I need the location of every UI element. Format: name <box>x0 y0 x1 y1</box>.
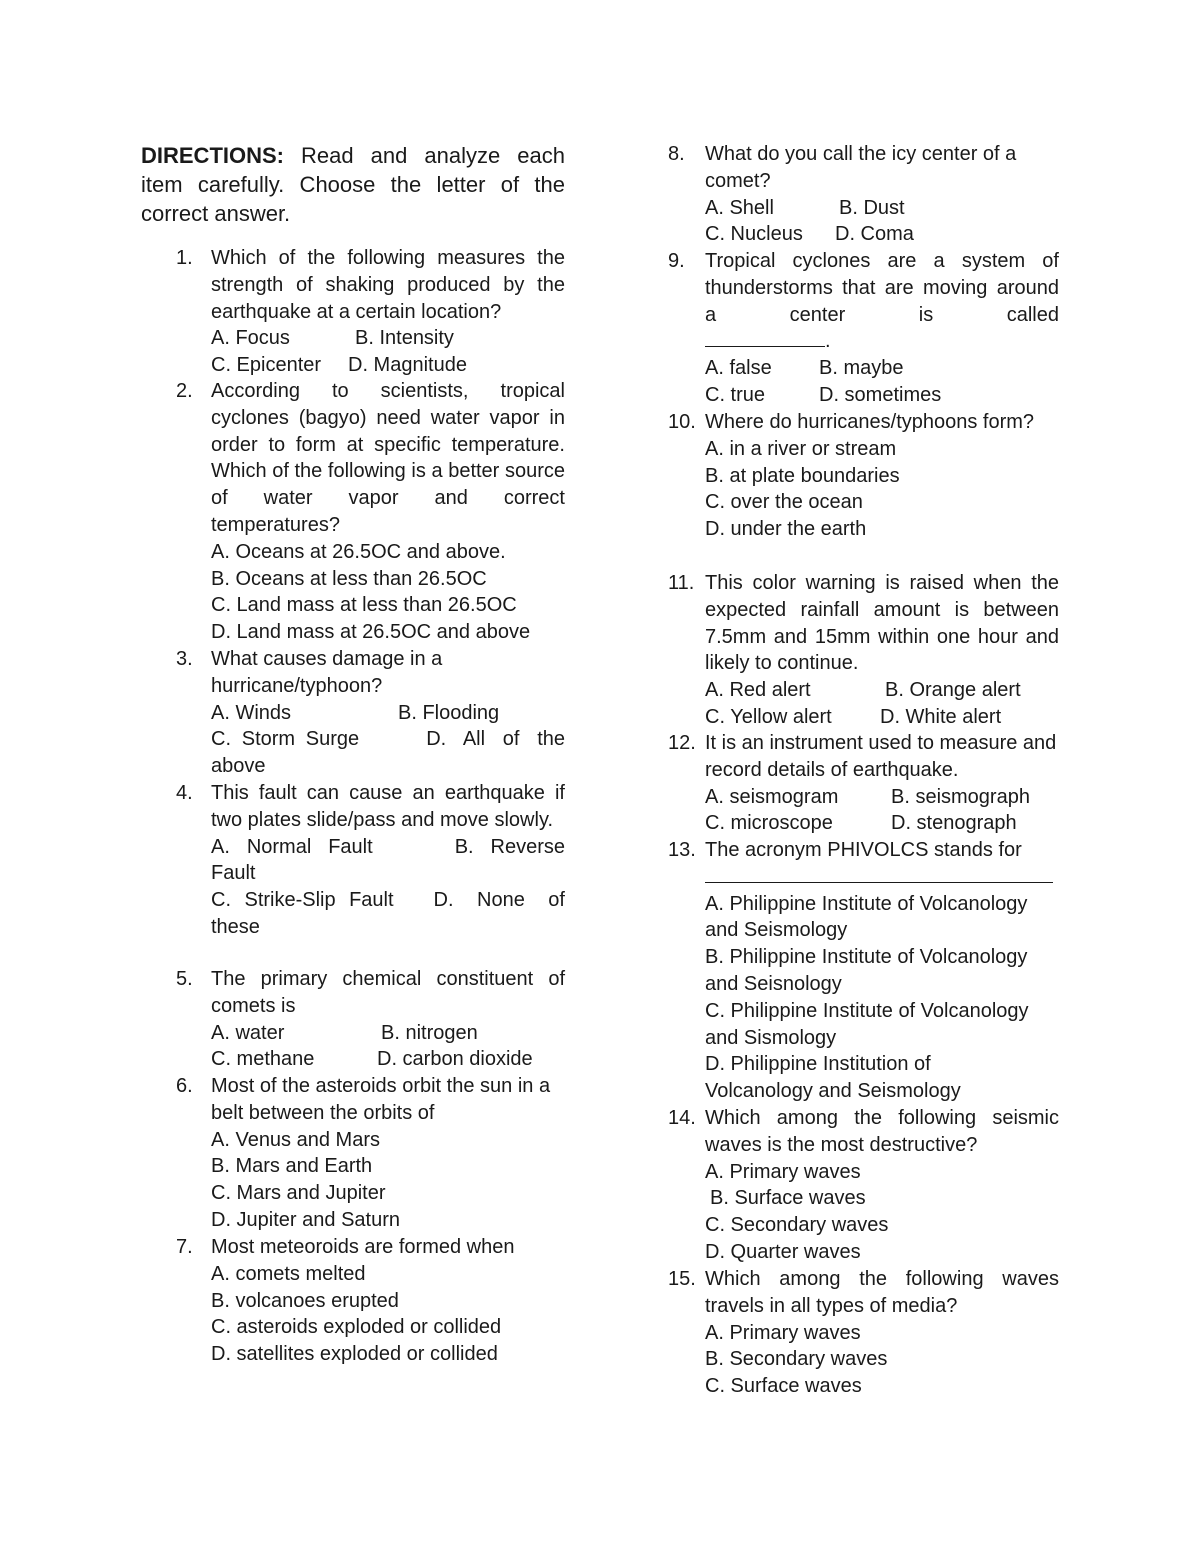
question-number: 4. <box>176 782 193 804</box>
choice-d: D. satellites exploded or collided <box>211 1343 498 1366</box>
question-number: 7. <box>176 1236 193 1258</box>
question-14 <box>668 1105 1059 1266</box>
question-8 <box>668 141 1059 248</box>
answer-blank <box>705 864 1059 891</box>
choice-d: D. sometimes <box>819 383 942 406</box>
question-2 <box>141 378 565 646</box>
question-11 <box>668 570 1059 731</box>
choice-a: A. comets melted <box>211 1262 366 1285</box>
choice-d: D. Magnitude <box>348 354 467 377</box>
choice-a: A. seismogram <box>705 785 839 808</box>
question-number: 5. <box>176 968 193 990</box>
choice-c: C. asteroids exploded or collided <box>211 1316 502 1339</box>
choice-a: A. Winds <box>211 701 292 724</box>
choice-b: B. Oceans at less than 26.5OC <box>211 567 487 590</box>
choice-c: C. true <box>705 383 766 406</box>
choice-c: C. over the ocean <box>705 491 863 514</box>
choice-d: D. carbon dioxide <box>377 1048 533 1071</box>
choice-d: D. Jupiter and Saturn <box>211 1208 400 1231</box>
choice-a: A. in a river or stream <box>705 437 897 460</box>
question-1 <box>141 245 565 379</box>
choice-a: A. water <box>211 1021 285 1044</box>
question-stem: The primary chemical constituent of comets is <box>211 968 565 1017</box>
choice-d: D. Coma <box>835 223 914 246</box>
question-number: 9. <box>668 250 685 272</box>
choice-a: A. Normal Fault <box>211 835 373 858</box>
question-stem: Which among the following seismic waves is the most destructive? <box>705 1107 1059 1156</box>
choice-a: A. false <box>705 357 772 380</box>
question-stem: Which of the following measures the strength of shaking produced by the earthquake at a certain location? <box>211 247 565 323</box>
directions-label: DIRECTIONS: <box>141 143 284 168</box>
question-stem: What do you call the icy center of a comet? <box>705 143 1017 192</box>
question-15 <box>668 1266 1059 1400</box>
choice-b: B. Mars and Earth <box>211 1155 373 1178</box>
choice-c: C. Nucleus <box>705 223 803 246</box>
choice-a: A. Venus and Mars <box>211 1128 380 1151</box>
choice-a: A. Primary waves <box>705 1321 861 1344</box>
question-stem: Most meteoroids are formed when <box>211 1236 515 1258</box>
choice-d: D. None of these <box>211 889 565 938</box>
choice-a: A. Red alert <box>705 679 811 702</box>
choice-c: C. Strike-Slip Fault <box>211 889 394 912</box>
choice-b: B. maybe <box>819 357 904 380</box>
choice-d: D. Land mass at 26.5OC and above <box>211 621 531 644</box>
question-stem: Where do hurricanes/typhoons form? <box>705 411 1035 433</box>
choice-c: C. Storm Surge <box>211 728 360 751</box>
question-stem: Tropical cyclones are a system of thunderstorms that are moving around a center is called <box>705 250 1059 326</box>
question-stem: This color warning is raised when the expected rainfall amount is between 7.5mm and 15mm within one hour and likely to continue. <box>705 572 1059 675</box>
choice-c: C. Mars and Jupiter <box>211 1182 386 1205</box>
choice-b: B. at plate boundaries <box>705 464 900 487</box>
choice-b: B. Reverse Fault <box>211 835 565 885</box>
choice-d: D. stenograph <box>891 812 1017 835</box>
question-number: 11. <box>668 572 695 594</box>
choice-a: A. Philippine Institute of Volcanology and Seismology <box>705 892 1028 942</box>
choice-c: C. Epicenter <box>211 354 322 377</box>
question-number: 6. <box>176 1075 193 1097</box>
question-stem: According to scientists, tropical cyclones (bagyo) need water vapor in order to form at specific temperature. Which of the following is a better source of water vapor and correct temperatures? <box>211 380 565 536</box>
question-stem: It is an instrument used to measure and record details of earthquake. <box>705 732 1057 781</box>
answer-blank: . <box>705 328 1059 355</box>
choice-ab <box>211 834 565 888</box>
choice-b: B. Dust <box>839 196 905 219</box>
question-number: 13. <box>668 839 696 861</box>
question-13 <box>668 837 1059 1105</box>
choice-b: B. seismograph <box>891 785 1030 808</box>
question-stem: Most of the asteroids orbit the sun in a belt between the orbits of <box>211 1075 551 1124</box>
question-stem: The acronym PHIVOLCS stands for <box>705 839 1022 861</box>
choice-c: C. Land mass at less than 26.5OC <box>211 594 517 617</box>
question-4 <box>141 780 565 941</box>
choice-b: B. Secondary waves <box>705 1348 888 1371</box>
choice-d: D. White alert <box>880 705 1002 728</box>
choice-b: B. Surface waves <box>710 1187 866 1210</box>
choice-d: D. Philippine Institution of Volcanology and Seismology <box>705 1053 961 1103</box>
question-number: 12. <box>668 732 696 754</box>
choice-b: B. Flooding <box>398 701 500 724</box>
question-number: 15. <box>668 1268 696 1290</box>
choice-a: A. Shell <box>705 196 774 219</box>
choice-cd <box>211 726 565 780</box>
choice-a: A. Primary waves <box>705 1160 861 1183</box>
question-stem: What causes damage in a hurricane/typhoon? <box>211 648 443 697</box>
directions <box>141 141 565 228</box>
question-7 <box>141 1234 565 1368</box>
choice-c: C. Secondary waves <box>705 1214 889 1237</box>
choice-d: D. All of the above <box>211 728 565 778</box>
choice-c: C. Yellow alert <box>705 705 832 728</box>
choice-a: A. Oceans at 26.5OC and above. <box>211 540 506 563</box>
choice-b: B. Philippine Institute of Volcanology and Seisnology <box>705 946 1028 995</box>
directions-text: Read and analyze each item carefully. Choose the letter of the correct answer. <box>141 143 565 226</box>
question-number: 3. <box>176 648 193 670</box>
choice-a: A. Focus <box>211 327 290 350</box>
choice-c: C. methane <box>211 1048 315 1071</box>
choice-cd <box>211 887 565 941</box>
question-number: 14. <box>668 1107 696 1129</box>
choice-b: B. Intensity <box>355 327 454 350</box>
question-10 <box>668 409 1059 543</box>
choice-b: B. nitrogen <box>381 1021 478 1044</box>
question-stem: Which among the following waves travels in all types of media? <box>705 1268 1059 1317</box>
choice-b: B. volcanoes erupted <box>211 1289 399 1312</box>
question-9 <box>668 248 1059 409</box>
question-3 <box>141 646 565 780</box>
question-5 <box>141 966 565 1073</box>
choice-c: C. microscope <box>705 812 833 835</box>
choice-d: D. under the earth <box>705 518 867 541</box>
question-12 <box>668 730 1059 837</box>
choice-c: C. Philippine Institute of Volcanology and Sismology <box>705 999 1029 1049</box>
choice-c: C. Surface waves <box>705 1375 862 1398</box>
question-number: 8. <box>668 143 685 165</box>
question-number: 1. <box>176 247 193 269</box>
question-6 <box>141 1073 565 1234</box>
question-number: 10. <box>668 411 696 433</box>
question-number: 2. <box>176 380 193 402</box>
choice-b: B. Orange alert <box>885 679 1021 702</box>
question-stem: This fault can cause an earthquake if two plates slide/pass and move slowly. <box>211 782 565 831</box>
choice-d: D. Quarter waves <box>705 1240 861 1263</box>
